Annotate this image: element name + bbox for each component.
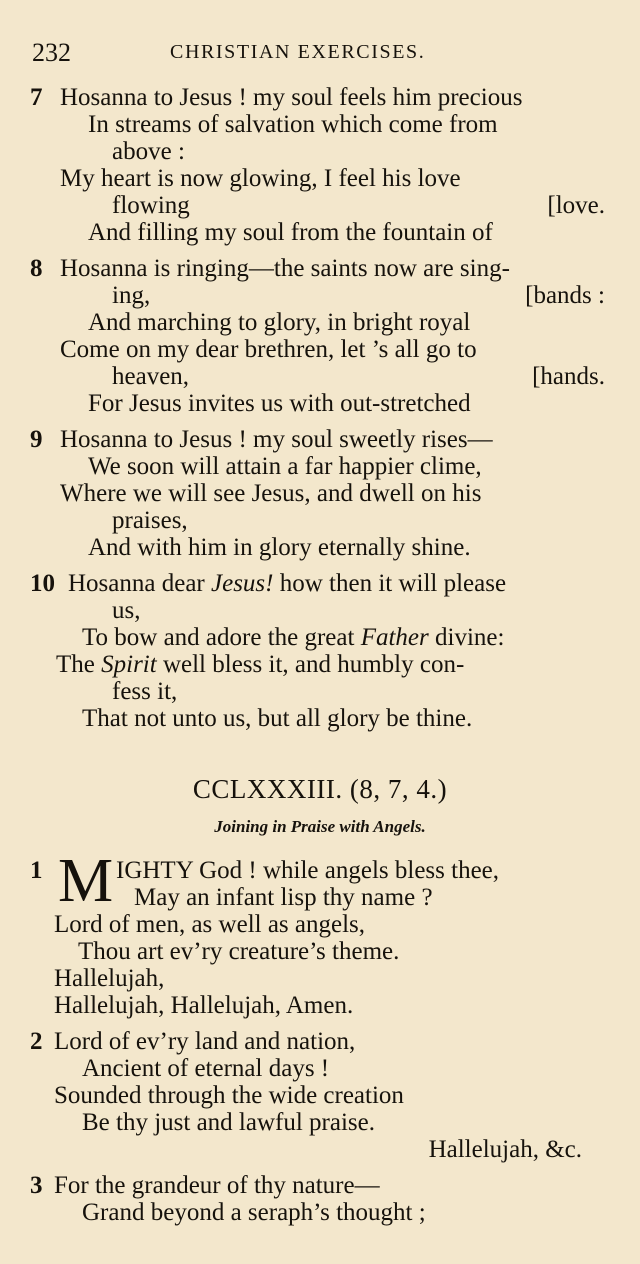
verse-line: IGHTY God ! while angels bless thee, [116,857,500,884]
page-number: 232 [32,38,71,67]
verse-line: My heart is now glowing, I feel his love [60,165,461,192]
verse-line: And with him in glory eternally shine. [88,534,471,561]
verse-line: Hosanna to Jesus ! my soul sweetly rises— [60,426,493,453]
verse-text-italic: Spirit [101,651,157,678]
verse-line: Where we will see Jesus, and dwell on his [60,480,482,507]
verse-text: divine: [428,624,505,651]
verse-line: Sounded through the wide creation [54,1082,404,1109]
hymn-title: CCLXXXIII. (8, 7, 4.) [192,774,448,804]
verse-number: 7 [30,84,43,111]
verse-text-italic: Jesus! [211,570,274,597]
verse-line: For Jesus invites us with out-stretched [88,390,471,417]
verse-line [68,571,506,596]
verse-line: For the grandeur of thy nature— [54,1172,380,1199]
verse-line: [love. [547,192,605,219]
verse-line: Come on my dear brethren, let ’s all go to [60,336,477,363]
verse-line: [hands. [532,363,605,390]
verse-line: That not unto us, but all glory be thine. [82,705,473,732]
verse-line: Ancient of eternal days ! [82,1055,330,1082]
verse-line: Hosanna to Jesus ! my soul feels him precious [60,84,523,111]
verse-line: flowing [112,192,190,219]
verse-text: how then it will please [273,570,507,597]
verse-text: Hosanna dear [68,570,211,597]
running-title: CHRISTIAN EXERCISES. [170,41,426,63]
verse-line [56,652,464,677]
verse-number: 1 [30,857,43,884]
verse-line: Thou art ev’ry creature’s theme. [78,938,400,965]
verse-line: Lord of ev’ry land and nation, [54,1028,356,1055]
verse-line: May an infant lisp thy name ? [134,884,433,911]
verse-line: Hallelujah, &c. [428,1136,582,1163]
verse-number: 3 [30,1172,43,1199]
verse-line: Hosanna is ringing—the saints now are sing- [60,255,510,282]
hymn-subtitle: Joining in Praise with Angels. [214,817,426,836]
verse-line: Grand beyond a seraph’s thought ; [82,1199,426,1226]
verse-line: ing, [112,282,151,309]
verse-line: Be thy just and lawful praise. [82,1109,375,1136]
verse-text: The [56,651,102,678]
verse-line: Hallelujah, Hallelujah, Amen. [54,992,354,1019]
verse-number: 10 [30,570,55,597]
verse-line: us, [112,597,141,624]
verse-line: heaven, [112,363,190,390]
verse-line: And marching to glory, in bright royal [88,309,471,336]
verse-line: above : [112,138,185,165]
verse-number: 2 [30,1028,43,1055]
verse-line: [bands : [525,282,605,309]
verse-number: 8 [30,255,43,282]
verse-text: well bless it, and humbly con- [156,651,465,678]
verse-line [82,625,504,650]
verse-line: praises, [112,507,188,534]
verse-line: Lord of men, as well as angels, [54,911,366,938]
verse-text-italic: Father [360,624,429,651]
drop-cap: M [58,847,114,915]
verse-line: And filling my soul from the fountain of [88,219,493,246]
verse-number: 9 [30,426,43,453]
verse-line: fess it, [112,678,178,705]
verse-text: To bow and adore the great [82,624,361,651]
verse-line: Hallelujah, [54,965,165,992]
verse-line: In streams of salvation which come from [88,111,498,138]
verse-line: We soon will attain a far happier clime, [88,453,482,480]
